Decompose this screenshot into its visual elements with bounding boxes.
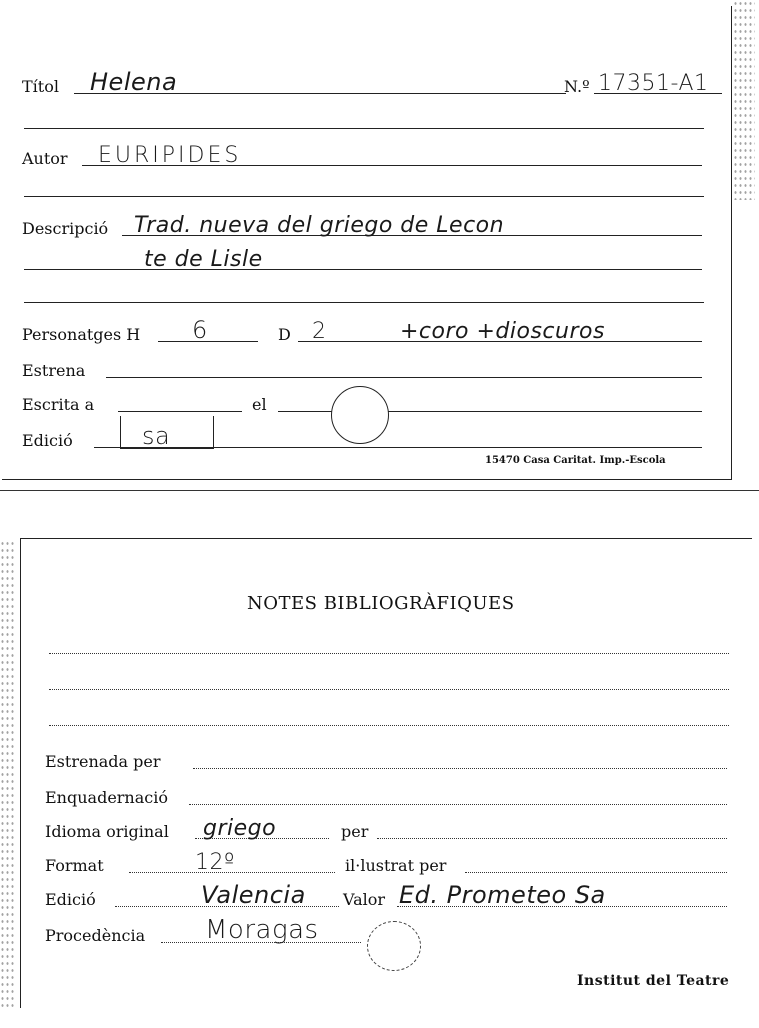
procedencia-label: Procedència bbox=[45, 926, 146, 945]
edicio-back-value: Valencia bbox=[201, 881, 306, 909]
edicio-value: sa bbox=[142, 422, 171, 450]
descripcio-value-1: Trad. nueva del griego de Lecon bbox=[134, 213, 505, 238]
catalog-card-front bbox=[2, 6, 732, 480]
catalog-card-back bbox=[20, 538, 752, 1008]
edicio-back-label: Edició bbox=[45, 890, 96, 909]
notes-line-2 bbox=[49, 689, 729, 690]
enquadernacio-line bbox=[189, 804, 727, 805]
personatges-extra: +coro +dioscuros bbox=[400, 319, 605, 344]
enquadernacio-row bbox=[45, 781, 735, 811]
format-il-label: il·lustrat per bbox=[345, 856, 447, 875]
number-value: 17351-A1 bbox=[598, 71, 709, 96]
descripcio-row-2 bbox=[22, 246, 722, 276]
personatges-row bbox=[22, 318, 722, 348]
number-label: N.º bbox=[564, 77, 590, 96]
titol-extra-line bbox=[24, 128, 704, 129]
idioma-label: Idioma original bbox=[45, 822, 169, 841]
estrenada-row bbox=[45, 745, 735, 775]
format-row bbox=[45, 849, 735, 879]
format-label: Format bbox=[45, 856, 104, 875]
descripcio-value-2: te de Lisle bbox=[144, 247, 263, 272]
idioma-per-line bbox=[377, 838, 727, 839]
autor-value: EURIPIDES bbox=[98, 143, 242, 168]
descripcio-label: Descripció bbox=[22, 219, 109, 238]
notes-line-1 bbox=[49, 653, 729, 654]
autor-row bbox=[22, 142, 722, 172]
titol-row bbox=[22, 70, 722, 100]
estrenada-label: Estrenada per bbox=[45, 752, 161, 771]
notes-line-3 bbox=[49, 725, 729, 726]
edicio-label: Edició bbox=[22, 431, 73, 450]
personatges-h-line bbox=[158, 341, 258, 342]
personatges-label: Personatges H bbox=[22, 325, 141, 344]
escrita-el-label: el bbox=[252, 395, 267, 414]
descripcio-extra-line bbox=[24, 302, 704, 303]
scan-noise-right bbox=[733, 0, 755, 200]
enquadernacio-label: Enquadernació bbox=[45, 788, 168, 807]
escrita-line bbox=[118, 411, 242, 412]
card-separator bbox=[0, 490, 759, 491]
scan-noise-left bbox=[0, 540, 16, 1010]
titol-label: Títol bbox=[22, 77, 59, 96]
format-il-line bbox=[465, 872, 727, 873]
autor-label: Autor bbox=[22, 149, 68, 168]
format-value: 12º bbox=[195, 850, 235, 875]
estrena-line bbox=[106, 377, 702, 378]
personatges-h-value: 6 bbox=[192, 316, 208, 344]
estrena-label: Estrena bbox=[22, 361, 86, 380]
personatges-d-label: D bbox=[278, 325, 291, 344]
idioma-value: griego bbox=[203, 816, 277, 841]
edicio-back-row bbox=[45, 883, 735, 913]
library-stamp-icon bbox=[367, 921, 421, 971]
institution-footer: Institut del Teatre bbox=[577, 973, 730, 989]
estrenada-line bbox=[193, 768, 727, 769]
autor-extra-line bbox=[24, 196, 704, 197]
valor-label: Valor bbox=[343, 890, 386, 909]
edicio-row bbox=[22, 424, 722, 454]
valor-value: Ed. Prometeo Sa bbox=[399, 881, 606, 909]
personatges-d-value: 2 bbox=[312, 319, 327, 344]
procedencia-value: Moragas bbox=[205, 915, 319, 945]
notes-heading: NOTES BIBLIOGRÀFIQUES bbox=[247, 593, 515, 614]
escrita-label: Escrita a bbox=[22, 395, 95, 414]
estrena-row bbox=[22, 354, 722, 384]
idioma-row bbox=[45, 815, 735, 845]
printer-imprint: 15470 Casa Caritat. Imp.-Escola bbox=[485, 455, 666, 466]
descripcio-line-2 bbox=[24, 269, 702, 270]
descripcio-row bbox=[22, 212, 722, 242]
titol-value: Helena bbox=[90, 68, 178, 96]
idioma-per-label: per bbox=[341, 822, 369, 841]
